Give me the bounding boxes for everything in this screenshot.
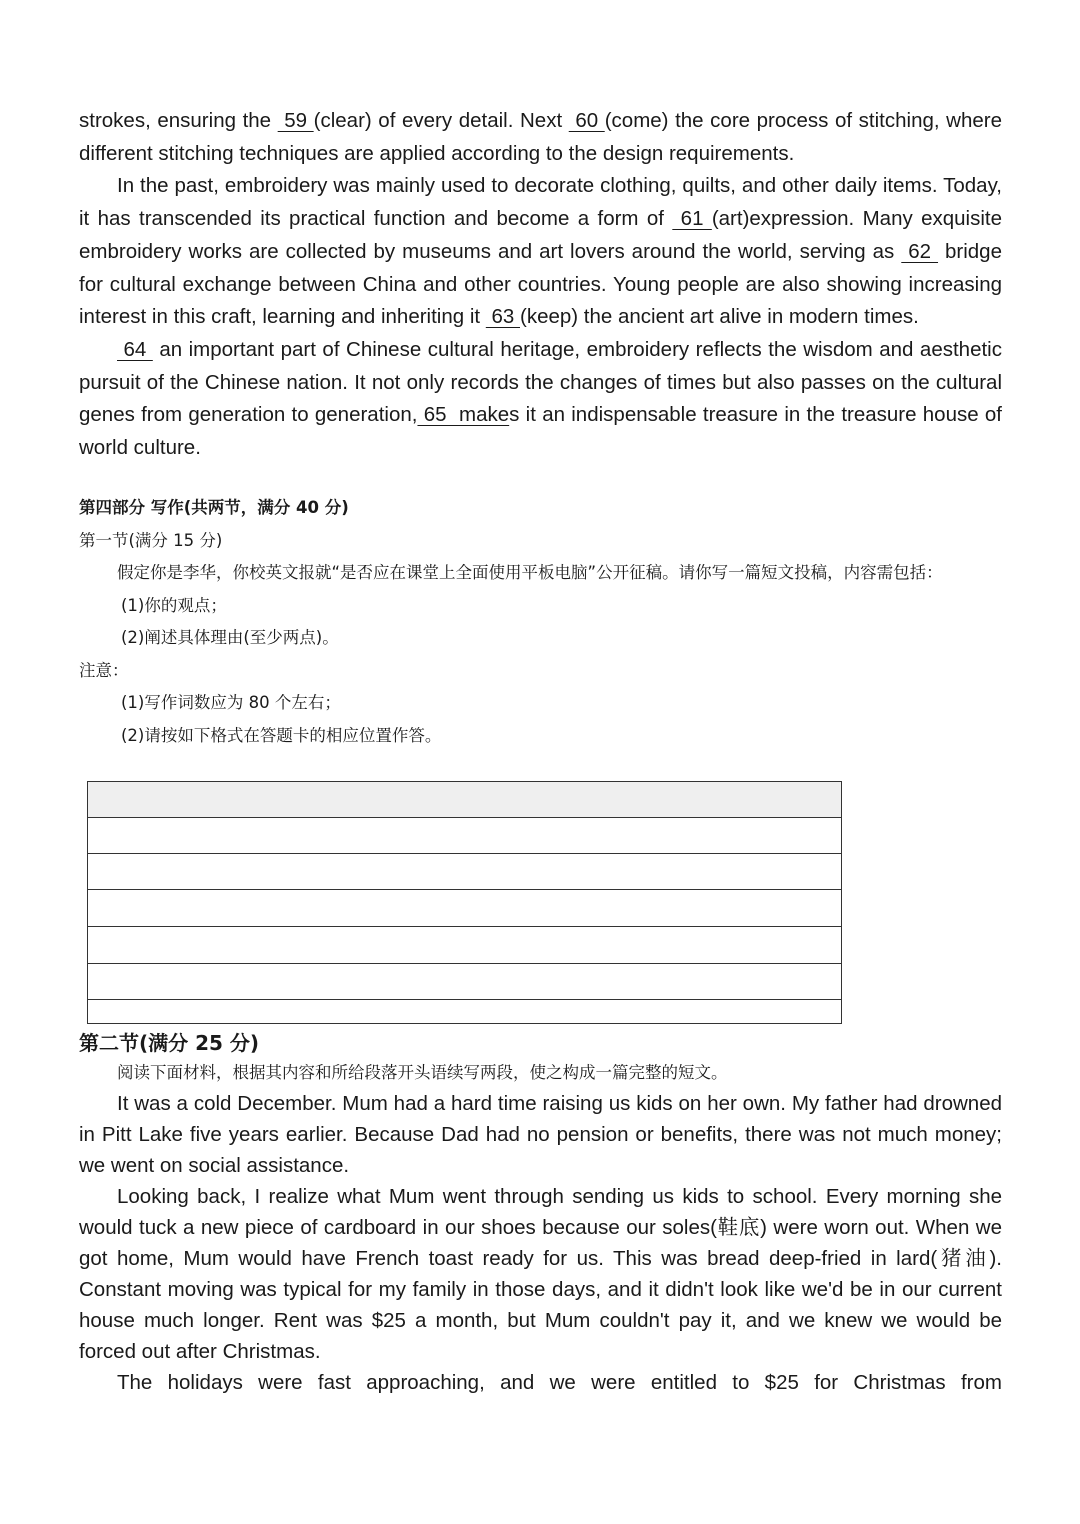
passage-text: (come) the core process of stitching, where different stitching techniques are applied according to the design requirements. <box>79 109 1002 165</box>
answer-grid[interactable] <box>87 781 842 1024</box>
requirement-1: (1)你的观点； <box>121 595 227 615</box>
passage-text: strokes, ensuring the <box>79 109 278 132</box>
passage-text: (art)expression. Many exquisite embroidery works are collected by museums and art lovers around the world, serving as <box>79 207 1002 263</box>
answer-line <box>88 999 841 1000</box>
blank-62: 62 <box>901 239 939 263</box>
passage-text: bridge for cultural exchange between China and other countries. Young people are also showing increasing interest in this craft, learning and inheriting it <box>79 239 1002 329</box>
section-1-prompt: 假定你是李华，你校英文报就“是否应在课堂上全面使用平板电脑”公开征稿。请你写一篇短文投稿，内容需包括： <box>117 563 943 582</box>
passage-text: an important part of Chinese cultural heritage, embroidery reflects the wisdom and aesthetic pursuit of the Chinese nation. It not only records the changes of times but also passes on the cultural genes from generation to generation, <box>79 337 1002 427</box>
story-paragraph-2: Looking back, I realize what Mum went through sending us kids to school. Every morning she would tuck a new piece of cardboard in our shoes because our soles(鞋底) were worn out. When we got home, Mum would have French toast ready for us. This was bread deep-fried in lard(猪油). Constant moving was typical for my family in those days, and it didn't look like we'd be in our current house much longer. Rent was $25 a month, but Mum couldn't pay it, and we knew we would be forced out after Christmas. <box>79 1185 1002 1363</box>
blank-60: 60 <box>568 109 605 132</box>
blank-64: 64 <box>117 337 153 361</box>
passage-text: (clear) of every detail. Next <box>313 109 569 132</box>
requirement-2: (2)阐述具体理由(至少两点)。 <box>121 628 339 647</box>
reading-paragraph-3 <box>79 334 1002 465</box>
answer-line <box>88 889 841 890</box>
writing-section-2 <box>79 1028 1002 1398</box>
reading-paragraph-1 <box>79 105 1002 170</box>
section-1-title: 第一节(满分 15 分) <box>79 530 223 550</box>
note-1: (1)写作词数应为 80 个左右； <box>121 693 341 712</box>
reading-paragraph-2 <box>79 170 1002 334</box>
note-label: 注意： <box>79 660 129 680</box>
blank-61: 61 <box>672 207 712 231</box>
answer-line <box>88 853 841 854</box>
passage-text: (keep) the ancient art alive in modern times. <box>520 305 919 329</box>
section-2-instruction: 阅读下面材料，根据其内容和所给段落开头语续写两段，使之构成一篇完整的短文。 <box>117 1063 728 1082</box>
section-2-title: 第二节(满分 25 分) <box>79 1031 260 1055</box>
writing-section-1 <box>79 492 1002 752</box>
story-paragraph-3: The holidays were fast approaching, and we were entitled to $25 for Christmas from <box>117 1371 1002 1394</box>
answer-line <box>88 817 841 818</box>
passage-text: In the past, embroidery was mainly used to decorate clothing, quilts, and other daily items. Today, it has transcended its practical function and become a form of <box>79 174 1002 231</box>
note-2: (2)请按如下格式在答题卡的相应位置作答。 <box>121 725 442 745</box>
answer-line <box>88 926 841 927</box>
answer-grid-header <box>88 782 841 817</box>
passage-text: s it an indispensable treasure in the treasure house of world culture. <box>79 403 1002 460</box>
blank-65: 65 make <box>417 403 510 427</box>
blank-63: 63 <box>485 305 520 329</box>
story-paragraph-1: It was a cold December. Mum had a hard time raising us kids on her own. My father had drowned in Pitt Lake five years earlier. Because Dad had no pension or benefits, there was not much money; we went on social assistance. <box>79 1092 1002 1177</box>
reading-passage <box>79 105 1002 465</box>
blank-59: 59 <box>277 109 314 132</box>
part-title: 第四部分 写作(共两节，满分 40 分) <box>79 498 349 517</box>
answer-line <box>88 963 841 964</box>
